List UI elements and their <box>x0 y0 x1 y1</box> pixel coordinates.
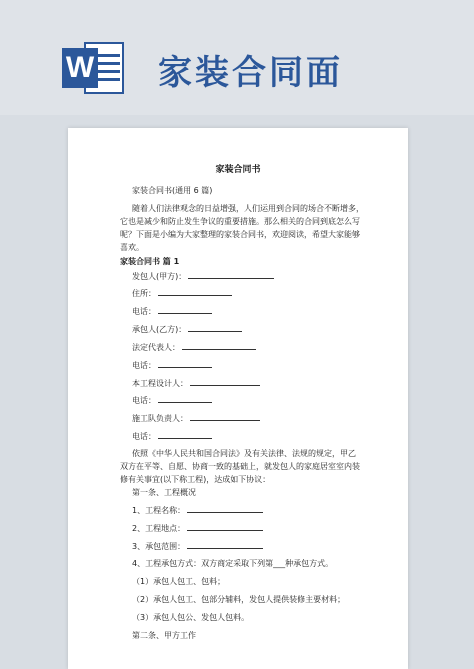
field-label: 发包人(甲方)： <box>132 272 187 281</box>
item-label: 1、工程名称： <box>132 506 186 515</box>
field-label: 施工队负责人： <box>132 414 188 423</box>
blank-line <box>187 522 263 531</box>
blank-line <box>188 270 274 279</box>
header-banner <box>0 0 474 115</box>
blank-line <box>158 430 212 439</box>
field-row <box>132 341 256 353</box>
field-label: 住所： <box>132 289 156 298</box>
word-icon-letter: W <box>62 48 98 88</box>
article-heading: 第一条、工程概况 <box>132 488 196 497</box>
blank-line <box>187 504 263 513</box>
banner-title: 家装合同面 <box>158 53 343 93</box>
document-page <box>68 128 408 669</box>
law-line: 修有关事宜(以下称工程)，达成如下协议： <box>120 475 271 484</box>
field-row <box>132 430 212 442</box>
item-row: （2）承包人包工、包部分辅料，发包人提供装修主要材料； <box>132 595 346 604</box>
field-row <box>132 394 212 406</box>
item-row: 4、工程承包方式：双方商定采取下列第___种承包方式。 <box>132 559 334 568</box>
item-row: （3）承包人包公、发包人包料。 <box>132 613 250 622</box>
item-label: 2、工程地点： <box>132 524 186 533</box>
field-row <box>132 305 212 317</box>
blank-line <box>182 341 256 350</box>
field-row <box>132 287 232 299</box>
field-label: 电话： <box>132 432 156 441</box>
field-label: 本工程设计人： <box>132 379 188 388</box>
intro-line: 随着人们法律观念的日益增强，人们运用到合同的场合不断增多， <box>132 204 364 213</box>
field-row <box>132 412 260 424</box>
item-row: （1）承包人包工、包料； <box>132 577 226 586</box>
field-label: 电话： <box>132 361 156 370</box>
blank-line <box>187 540 263 549</box>
intro-line: 呢？下面是小编为大家整理的家装合同书，欢迎阅读，希望大家能够 <box>120 230 360 239</box>
field-row <box>132 359 212 371</box>
field-row <box>132 323 242 335</box>
item-row <box>132 540 263 552</box>
doc-subtitle: 家装合同书(通用 6 篇) <box>132 186 213 195</box>
section-heading: 家装合同书 篇 1 <box>120 257 180 266</box>
law-line: 依照《中华人民共和国合同法》及有关法律、法规的规定，甲乙 <box>132 449 356 458</box>
word-icon <box>62 40 126 96</box>
blank-line <box>188 323 242 332</box>
blank-line <box>158 394 212 403</box>
item-row <box>132 522 263 534</box>
field-row <box>132 377 260 389</box>
article-heading: 第二条、甲方工作 <box>132 631 196 640</box>
field-label: 法定代表人： <box>132 343 180 352</box>
doc-title: 家装合同书 <box>215 165 261 175</box>
blank-line <box>190 377 260 386</box>
item-label: 3、承包范围： <box>132 542 186 551</box>
field-label: 电话： <box>132 307 156 316</box>
field-label: 承包人(乙方)： <box>132 325 187 334</box>
blank-line <box>158 305 212 314</box>
field-row <box>132 270 274 282</box>
blank-line <box>158 287 232 296</box>
blank-line <box>158 359 212 368</box>
item-row <box>132 504 263 516</box>
intro-line: 喜欢。 <box>120 243 144 252</box>
law-line: 双方在平等、自愿、协商一致的基础上，就发包人的家庭居室室内装 <box>120 462 360 471</box>
intro-line: 它也是减少和防止发生争议的重要措施。那么相关的合同到底怎么写 <box>120 217 360 226</box>
blank-line <box>190 412 260 421</box>
field-label: 电话： <box>132 396 156 405</box>
